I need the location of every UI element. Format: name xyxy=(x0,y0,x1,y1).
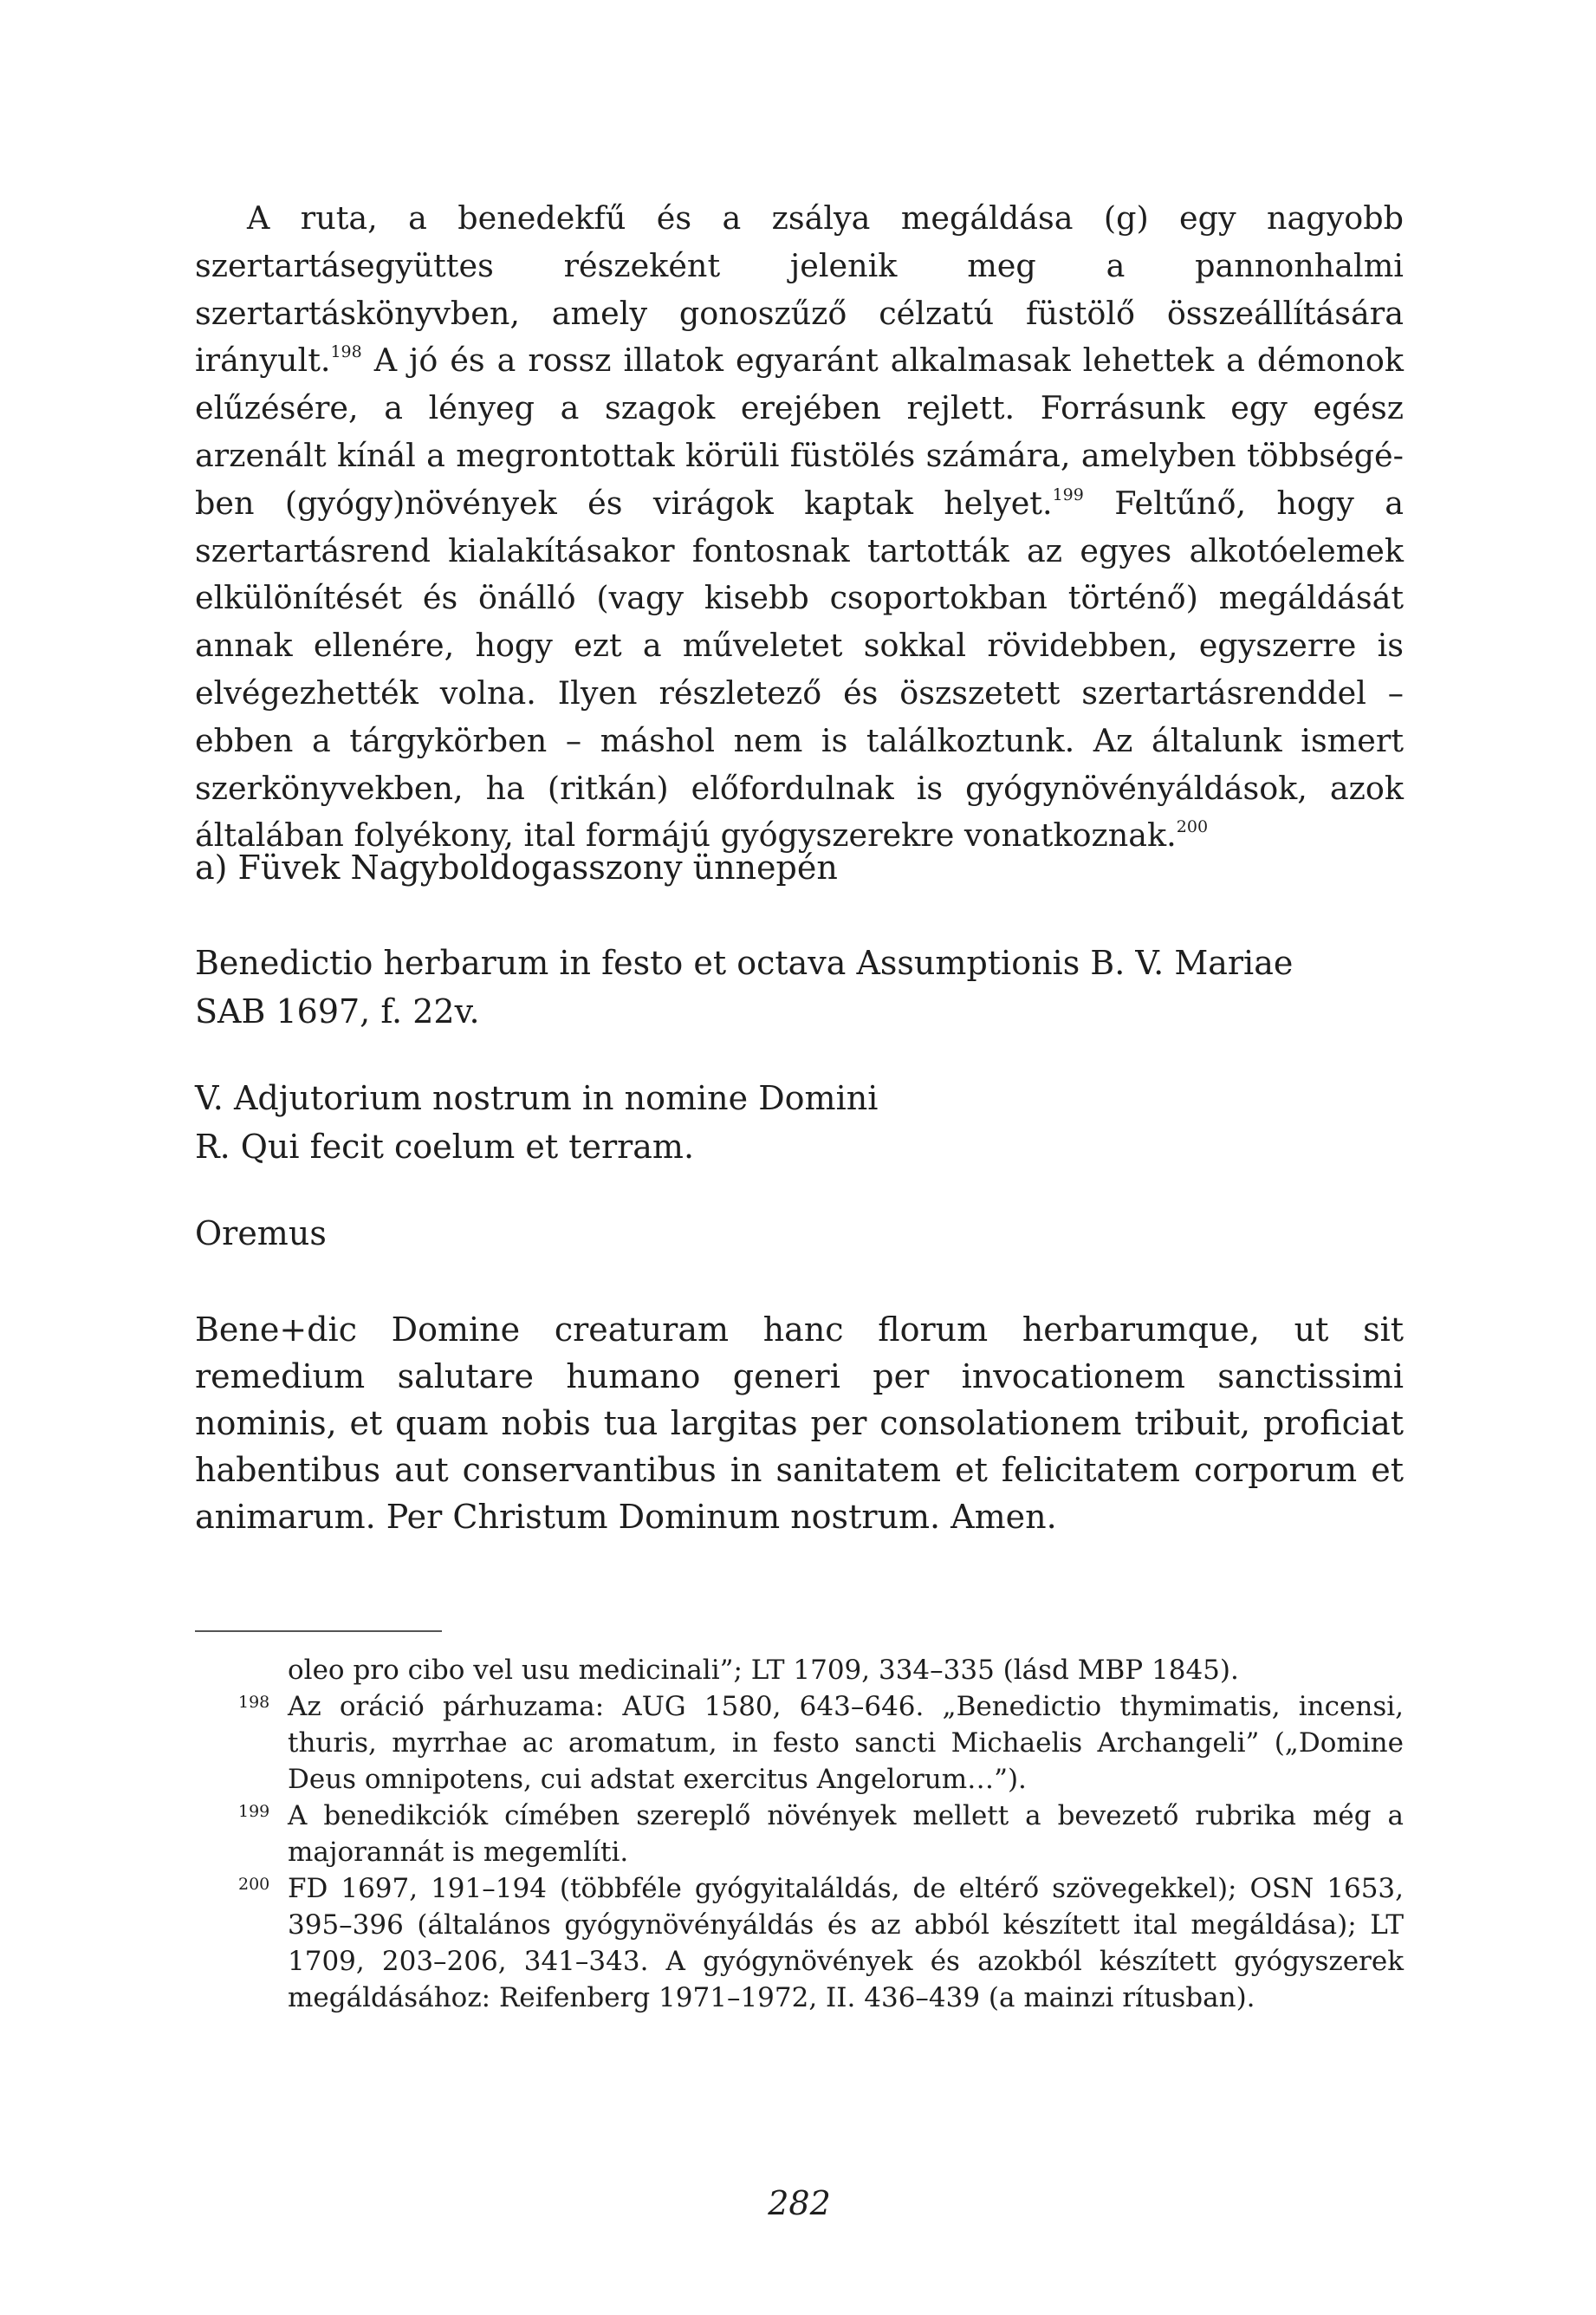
footnote-ref-198[interactable]: 198 xyxy=(330,342,362,362)
body-text-segment-1: A ruta, a benedekfű és a zsálya megáldása (g) egy nagyobb szertartásegyüttes részeként jelenik meg a pannonhalmi szertartáskönyvben, amely gonoszűző célzatú füstölő összeállítására irányult. xyxy=(195,199,1404,380)
body-text-segment-3: Feltűnő, hogy a szertartásrend kialakításakor fontosnak tartották az egyes alkotóelemek elkülönítését és önálló (vagy kisebb csoportokban történő) megáldását annak ellenére, hogy ezt a műveletet sokkal rövidebben, egyszerre is elvégezhették volna. Ilyen részletező és öszszetett szertartásrenddel – ebben a tárgykörben – máshol nem is találkoztunk. Az általunk ismert szerkönyvekben, ha (ritkán) előfordulnak is gyógynövényáldások, azok általában folyékony, ital formájú gyógyszerekre vonatkoznak. xyxy=(195,484,1404,855)
latin-prayer: Bene+dic Domine creaturam hanc florum herbarumque, ut sit remedium salutare humano generi per invocationem sanctissimi nominis, et quam nobis tua largitas per consolationem tribuit, proficiat habentibus aut conservantibus in sanitatem et felicitatem corporum et animarum. Per Christum Dominum nostrum. Amen. xyxy=(195,1310,1404,1536)
body-paragraph xyxy=(195,195,1404,860)
section-heading: a) Füvek Nagyboldogasszony ünnepén xyxy=(195,849,838,887)
footnote-number: 200 xyxy=(238,1875,270,1894)
footnote-number: 199 xyxy=(238,1802,270,1821)
versicle: V. Adjutorium nostrum in nomine Domini xyxy=(195,1079,879,1117)
footnotes xyxy=(195,1652,1404,2016)
oremus-block xyxy=(195,1209,1404,1258)
response: R. Qui fecit coelum et terram. xyxy=(195,1128,695,1166)
versicle-response xyxy=(195,1074,1404,1171)
footnote-199 xyxy=(195,1798,1404,1870)
body-text-segment-2: A jó és a rossz illatok egyaránt alkalmasak lehettek a démonok elűzésére, a lényeg a szagok erejében rejlett. Forrásunk egy egész arzenált kínál a megrontottak körüli füstölés számára, amelyben többségében (gyógy)növények és virágok kaptak helyet. xyxy=(195,341,1404,522)
footnote-text: Az oráció párhuzama: AUG 1580, 643–646. „Benedictio thymimatis, incensi, thuris, myrrhae ac aromatum, in festo sancti Michaelis Archangeli” („Domine Deus omnipotens, cui adstat exercitus Angelorum…”). xyxy=(288,1691,1404,1795)
footnote-text: A benedikciók címében szereplő növények mellett a bevezető rubrika még a majorannát is megemlíti. xyxy=(288,1800,1404,1868)
footnote-continuation-text: oleo pro cibo vel usu medicinali”; LT 1709, 334–335 (lásd MBP 1845). xyxy=(288,1655,1239,1686)
footnote-ref-199[interactable]: 199 xyxy=(1052,484,1084,504)
footnote-198 xyxy=(195,1688,1404,1798)
footnote-number: 198 xyxy=(238,1693,270,1712)
footnote-separator xyxy=(195,1630,442,1632)
rite-title: Benedictio herbarum in festo et octava Assumptionis B. V. Mariae xyxy=(195,944,1294,982)
footnote-ref-200[interactable]: 200 xyxy=(1176,817,1209,837)
page-number: 282 xyxy=(768,2184,831,2222)
rite-header xyxy=(195,939,1404,1036)
footnote-200 xyxy=(195,1870,1404,2016)
document-page xyxy=(195,195,1404,2222)
footnote-continuation xyxy=(195,1652,1404,1688)
oremus: Oremus xyxy=(195,1214,327,1252)
rite-source: SAB 1697, f. 22v. xyxy=(195,992,480,1031)
footnote-text: FD 1697, 191–194 (többféle gyógyitaláldás, de eltérő szövegekkel); OSN 1653, 395–396 (általános gyógynövényáldás és az abból készített ital megáldása); LT 1709, 203–206, 341–343. A gyógynövények és azokból készített gyógyszerek megáldásához: Reifenberg 1971–1972, II. 436–439 (a mainzi rítusban). xyxy=(288,1873,1404,2013)
